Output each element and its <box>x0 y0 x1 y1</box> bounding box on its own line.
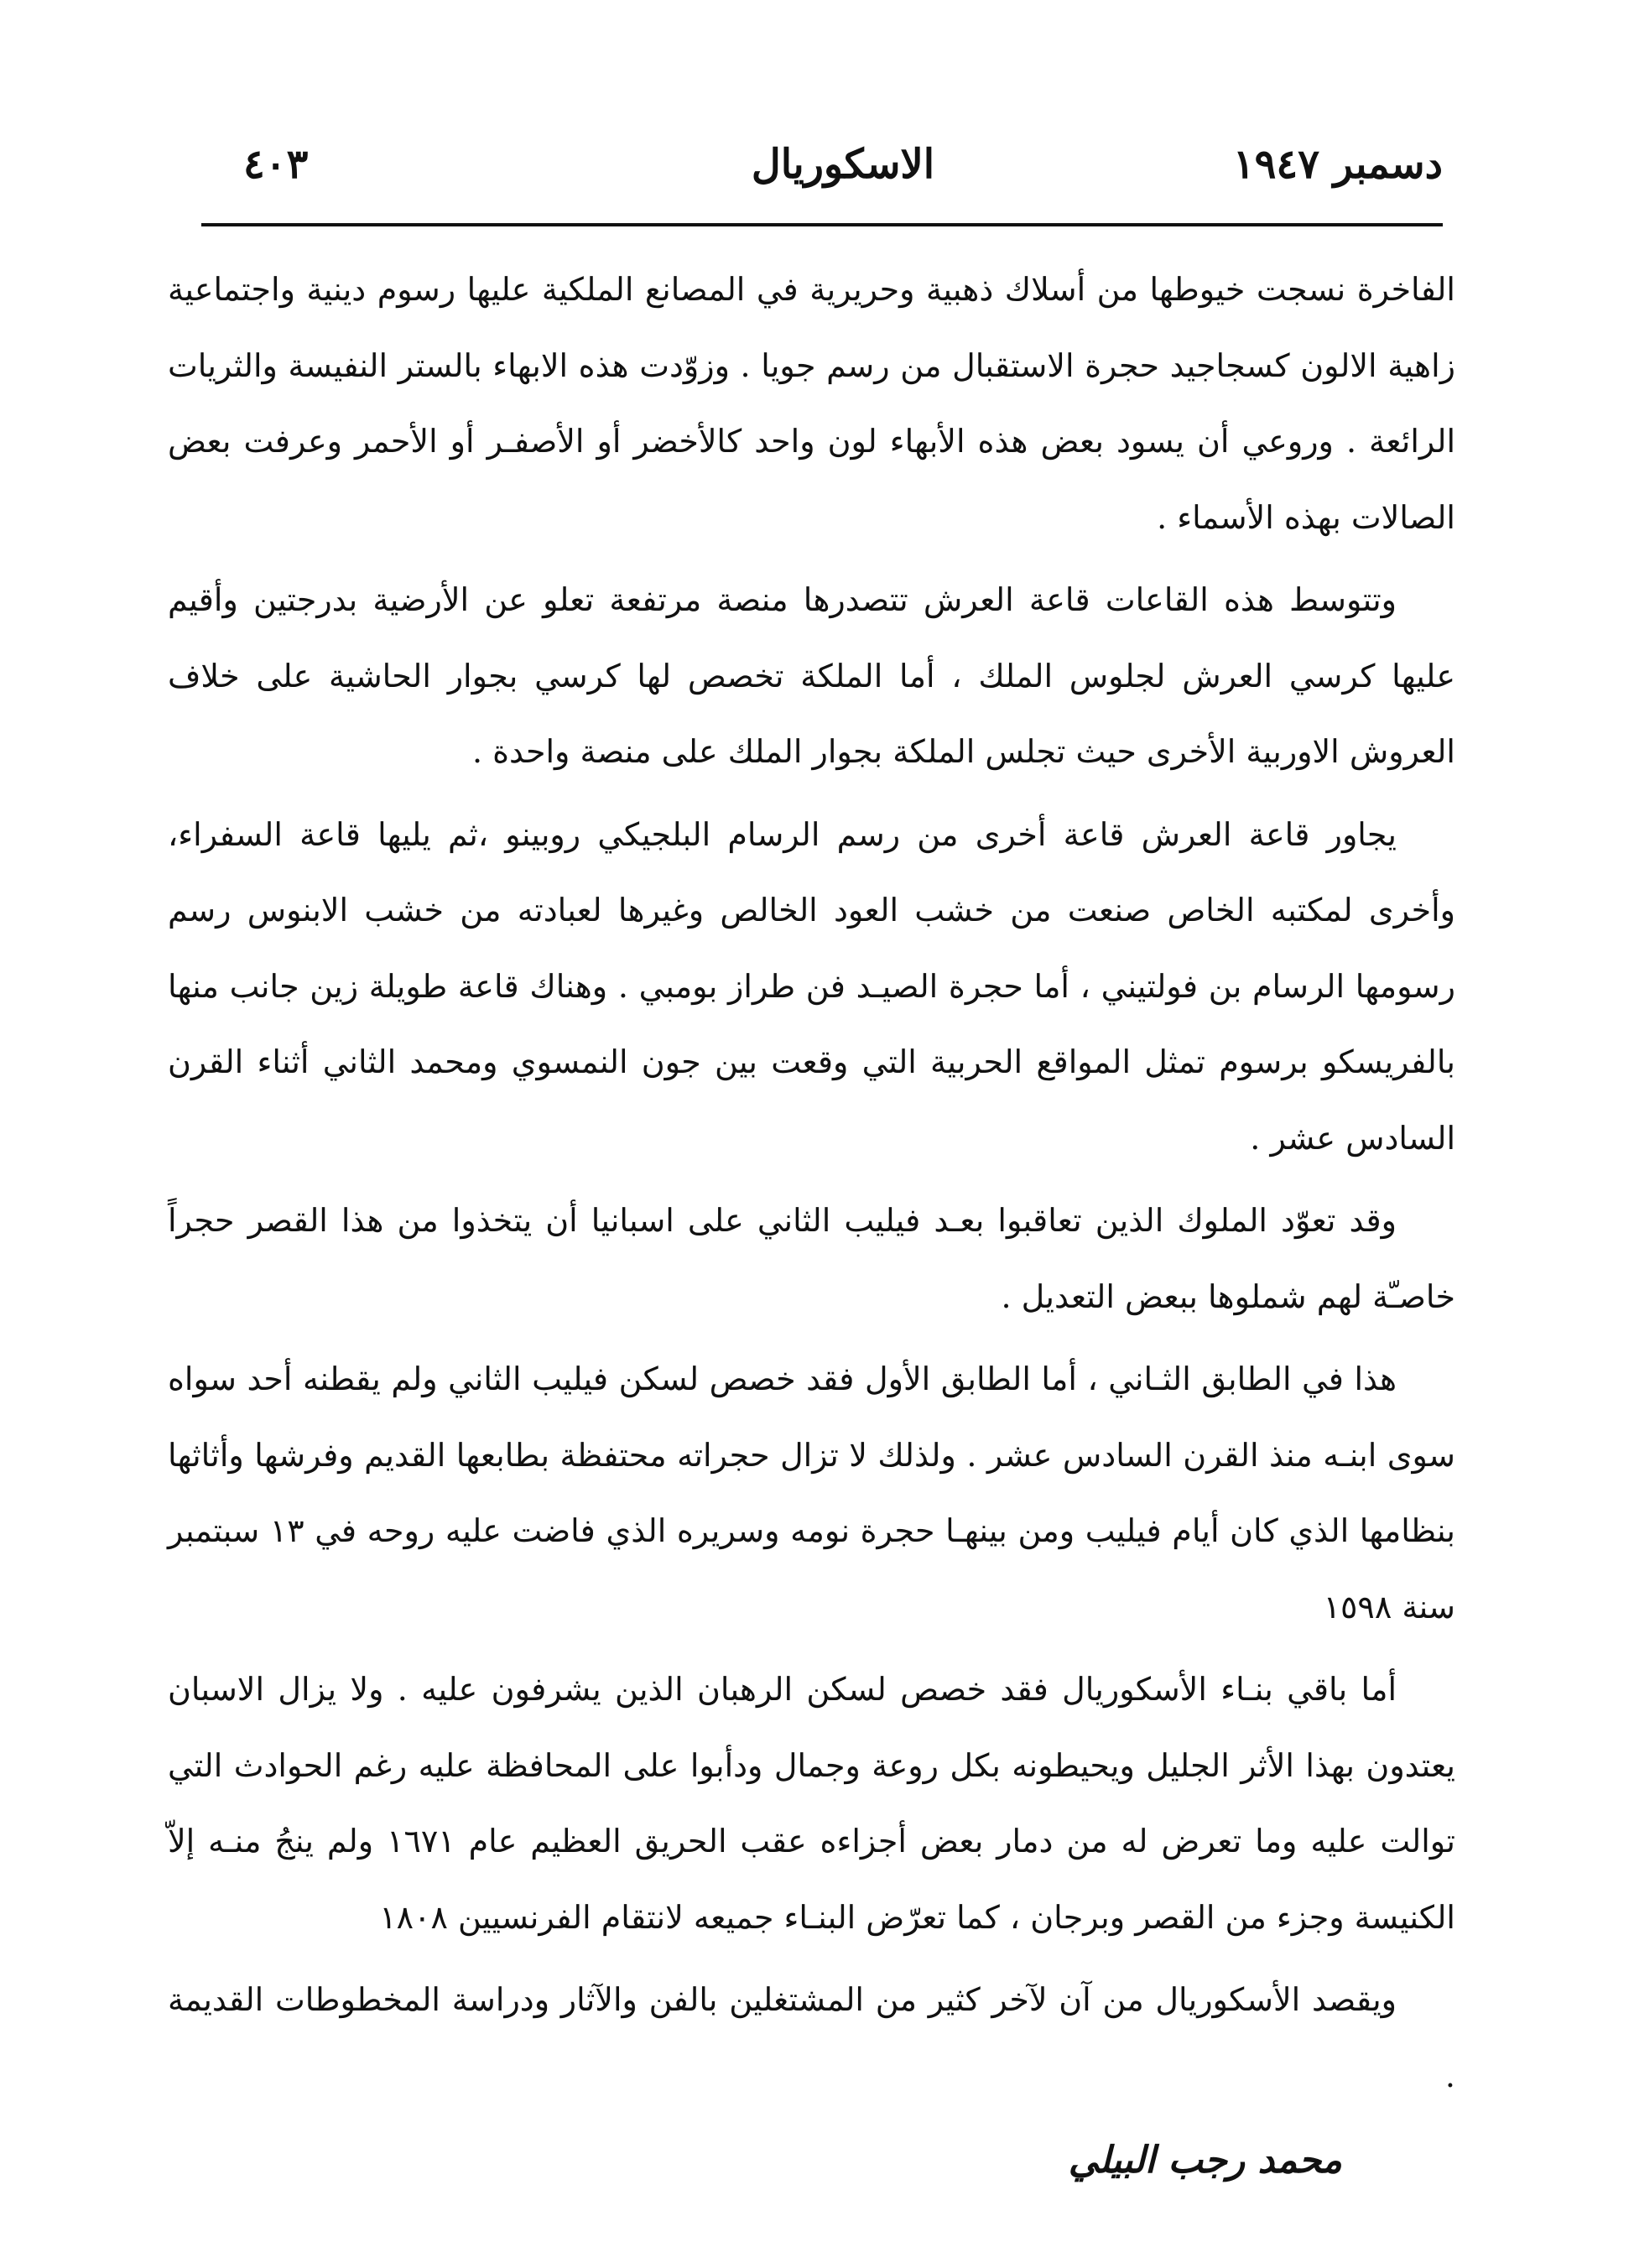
header-title: الاسكوريال <box>751 141 935 188</box>
paragraph-4: وقد تعوّد الملوك الذين تعاقبوا بعـد فيليب الثاني على اسبانيا أن يتخذوا من هذا القصر حجراً خاصـّة لهم شملوها ببعض التعديل . <box>168 1202 1455 1315</box>
paragraph-3: يجاور قاعة العرش قاعة أخرى من رسم الرسام البلجيكي روبينو ،ثم يليها قاعة السفراء، وأخرى لمكتبه الخاص صنعت من خشب العود الخالص وغيرها لعبادته من خشب الابنوس رسم رسومها الرسام بن فولتيني ، أما حجرة الصيـد فن طراز بومبي . وهناك قاعة طويلة زين جانب منها بالفريسكو برسوم تمثل المواقع الحربية التي وقعت بين جون النمسوي ومحمد الثاني أثناء القرن السادس عشر . <box>168 815 1455 1157</box>
paragraph-6: أما باقي بنـاء الأسكوريال فقد خصص لسكن الرهبان الذين يشرفون عليه . ولا يزال الاسبان يعتدون بهذا الأثر الجليل ويحيطونه بكل روعة وجمال ودأبوا على المحافظة عليه رغم الحوادث التي توالت عليه وما تعرض له من دمار بعض أجزاءه عقب الحريق العظيم عام ١٦٧١ ولم ينجُ منـه إلاّ الكنيسة وجزء من القصر وبرجان ، كما تعرّض البنـاء جميعه لانتقام الفرنسيين ١٨٠٨ <box>168 1671 1455 1936</box>
author-signature: محمد رجب البيلي <box>1068 2139 1342 2182</box>
paragraph-1: الفاخرة نسجت خيوطها من أسلاك ذهبية وحريرية في المصانع الملكية عليها رسوم دينية واجتماعية زاهية الالون كسجاجيد حجرة الاستقبال من رسم جويا . وزوّدت هذه الابهاء بالستر النفيسة والثريات الرائعة . وروعي أن يسود بعض هذه الأبهاء لون واحد كالأخضر أو الأصفـر أو الأحمر وعرفت بعض الصالات بهذه الأسماء . <box>168 271 1455 536</box>
header-page-number: ٤٠٣ <box>243 141 309 188</box>
header-rule <box>201 223 1443 226</box>
paragraph-2: وتتوسط هذه القاعات قاعة العرش تتصدرها منصة مرتفعة تعلو عن الأرضية بدرجتين وأقيم عليها كرسي العرش لجلوس الملك ، أما الملكة تخصص لها كرسي بجوار الحاشية على خلاف العروش الاوربية الأخرى حيث تجلس الملكة بجوار الملك على منصة واحدة . <box>168 581 1455 770</box>
page-header <box>243 133 1443 208</box>
article-body <box>168 252 1455 2120</box>
paragraph-5: هذا في الطابق الثـاني ، أما الطابق الأول فقد خصص لسكن فيليب الثاني ولم يقطنه أحد سواه سوى ابنـه منذ القرن السادس عشر . ولذلك لا تزال حجراته محتفظة بطابعها القديم وفرشها وأثاثها بنظامها الذي كان أيام فيليب ومن بينهـا حجرة نومه وسريره الذي فاضت عليه روحه في ١٣ سبتمبر سنة ١٥٩٨ <box>168 1360 1455 1626</box>
paragraph-7: ويقصد الأسكوريال من آن لآخر كثير من المشتغلين بالفن والآثار ودراسة المخطوطات القديمة . <box>168 1981 1455 2094</box>
header-date: دسمبر ١٩٤٧ <box>1232 141 1443 188</box>
